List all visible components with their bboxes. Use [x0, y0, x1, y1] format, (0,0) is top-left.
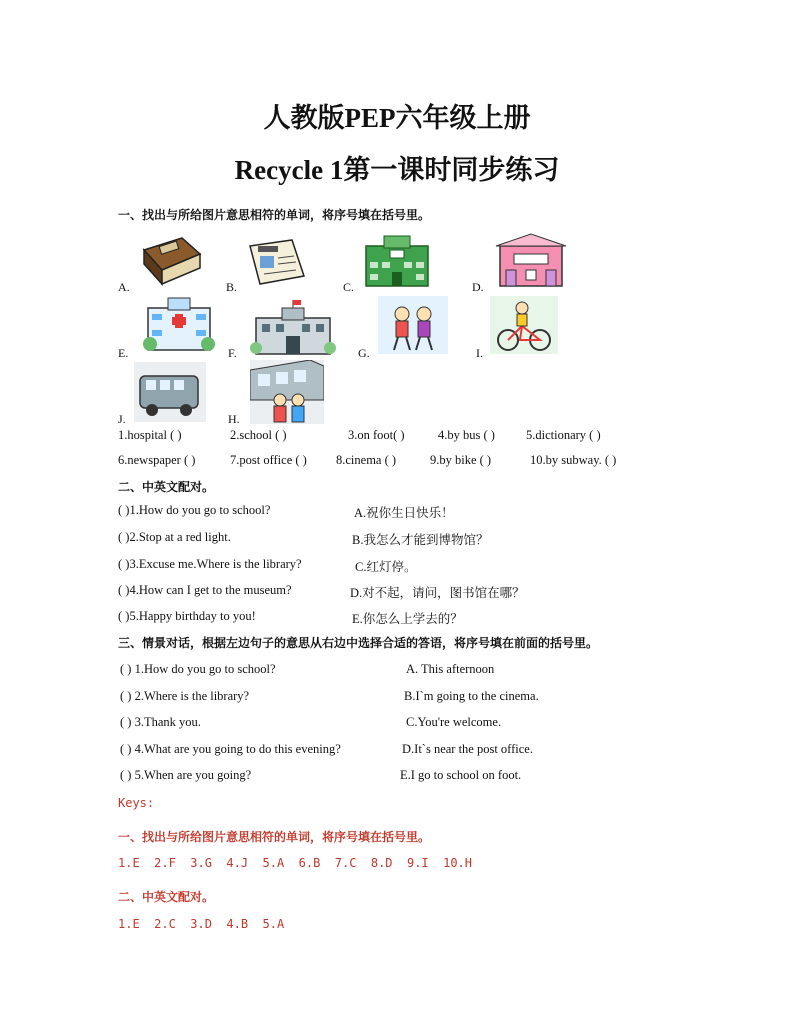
dictionary-picture: [138, 232, 204, 288]
by-subway-picture: [250, 360, 324, 424]
keys-part1-heading: 一、找出与所给图片意思相符的单词，将序号填在括号里。: [118, 830, 431, 844]
part3-left-1: ( ) 1.How do you go to school?: [120, 662, 276, 676]
by-bus-picture: [134, 362, 206, 422]
part3-left-3: ( ) 3.Thank you.: [120, 715, 201, 729]
part2-right-d: D.对不起，请问，图书馆在哪？: [350, 586, 525, 600]
part2-right-b: B.我怎么才能到博物馆？: [352, 533, 489, 547]
keys-part1-answers: 1.E 2.F 3.G 4.J 5.A 6.B 7.C 8.D 9.I 10.H: [118, 856, 473, 870]
part2-right-a: A.祝你生日快乐！: [354, 506, 454, 520]
option-letter-d: D.: [472, 280, 484, 294]
cinema-picture: [492, 232, 572, 290]
part1-words-row2: [118, 453, 616, 468]
keys-label: Keys:: [118, 796, 155, 810]
part3-right-a: A. This afternoon: [406, 662, 495, 676]
part2-left-4: ( )4.How can I get to the museum?: [118, 583, 292, 597]
part3-left-2: ( ) 2.Where is the library?: [120, 689, 250, 703]
option-letter-c: C.: [343, 280, 355, 294]
part1-heading: 一、找出与所给图片意思相符的单词，将序号填在括号里。: [118, 208, 431, 222]
page-subtitle: Recycle 1第一课时同步练习: [234, 155, 560, 185]
post-office-picture: [250, 300, 336, 356]
word-item: 3.on foot( ): [348, 428, 405, 442]
part2-right-c: C.红灯停。: [355, 560, 417, 574]
part2-heading: 二、中英文配对。: [118, 480, 215, 494]
keys-part2-answers: 1.E 2.C 3.D 4.B 5.A: [118, 917, 285, 931]
by-bike-picture: [490, 296, 558, 354]
option-letter-h: H.: [228, 412, 240, 426]
part2-left-5: ( )5.Happy birthday to you!: [118, 609, 256, 623]
part3-right-e: E.I go to school on foot.: [400, 768, 522, 782]
part3-left-5: ( ) 5.When are you going?: [120, 768, 252, 782]
part2-left-3: ( )3.Excuse me.Where is the library?: [118, 557, 302, 571]
option-letter-b: B.: [226, 280, 238, 294]
part2-left-2: ( )2.Stop at a red light.: [118, 530, 231, 544]
option-letter-a: A.: [118, 280, 130, 294]
page-title: 人教版PEP六年级上册: [263, 103, 531, 133]
option-letter-j: J.: [118, 412, 126, 426]
word-item: 7.post office ( ): [230, 453, 307, 467]
part2-right-e: E.你怎么上学去的？: [352, 612, 463, 626]
word-item: 2.school ( ): [230, 428, 287, 442]
option-letter-f: F.: [228, 346, 237, 360]
newspaper-picture: [246, 236, 310, 290]
part2-left-1: ( )1.How do you go to school?: [118, 503, 271, 517]
part3-right-c: C.You're welcome.: [406, 715, 502, 729]
school-picture: [360, 230, 434, 290]
part3-heading: 三、情景对话，根据左边句子的意思从右边中选择合适的答语，将序号填在前面的括号里。: [118, 636, 599, 650]
hospital-picture: [138, 294, 220, 354]
option-letter-g: G.: [358, 346, 370, 360]
word-item: 4.by bus ( ): [438, 428, 495, 442]
option-letter-e: E.: [118, 346, 129, 360]
part1-words-row1: [118, 428, 601, 443]
word-item: 9.by bike ( ): [430, 453, 492, 467]
part3-left-4: ( ) 4.What are you going to do this evening?: [120, 742, 341, 756]
keys-part2-heading: 二、中英文配对。: [118, 890, 215, 904]
part3-right-d: D.It`s near the post office.: [402, 742, 533, 756]
word-item: 6.newspaper ( ): [118, 453, 196, 467]
word-item: 5.dictionary ( ): [526, 428, 601, 442]
on-foot-picture: [378, 296, 448, 354]
word-item: 8.cinema ( ): [336, 453, 397, 467]
word-item: 1.hospital ( ): [118, 428, 182, 442]
word-item: 10.by subway. ( ): [530, 453, 617, 467]
option-letter-i: I.: [476, 346, 483, 360]
part3-right-b: B.I`m going to the cinema.: [404, 689, 539, 703]
